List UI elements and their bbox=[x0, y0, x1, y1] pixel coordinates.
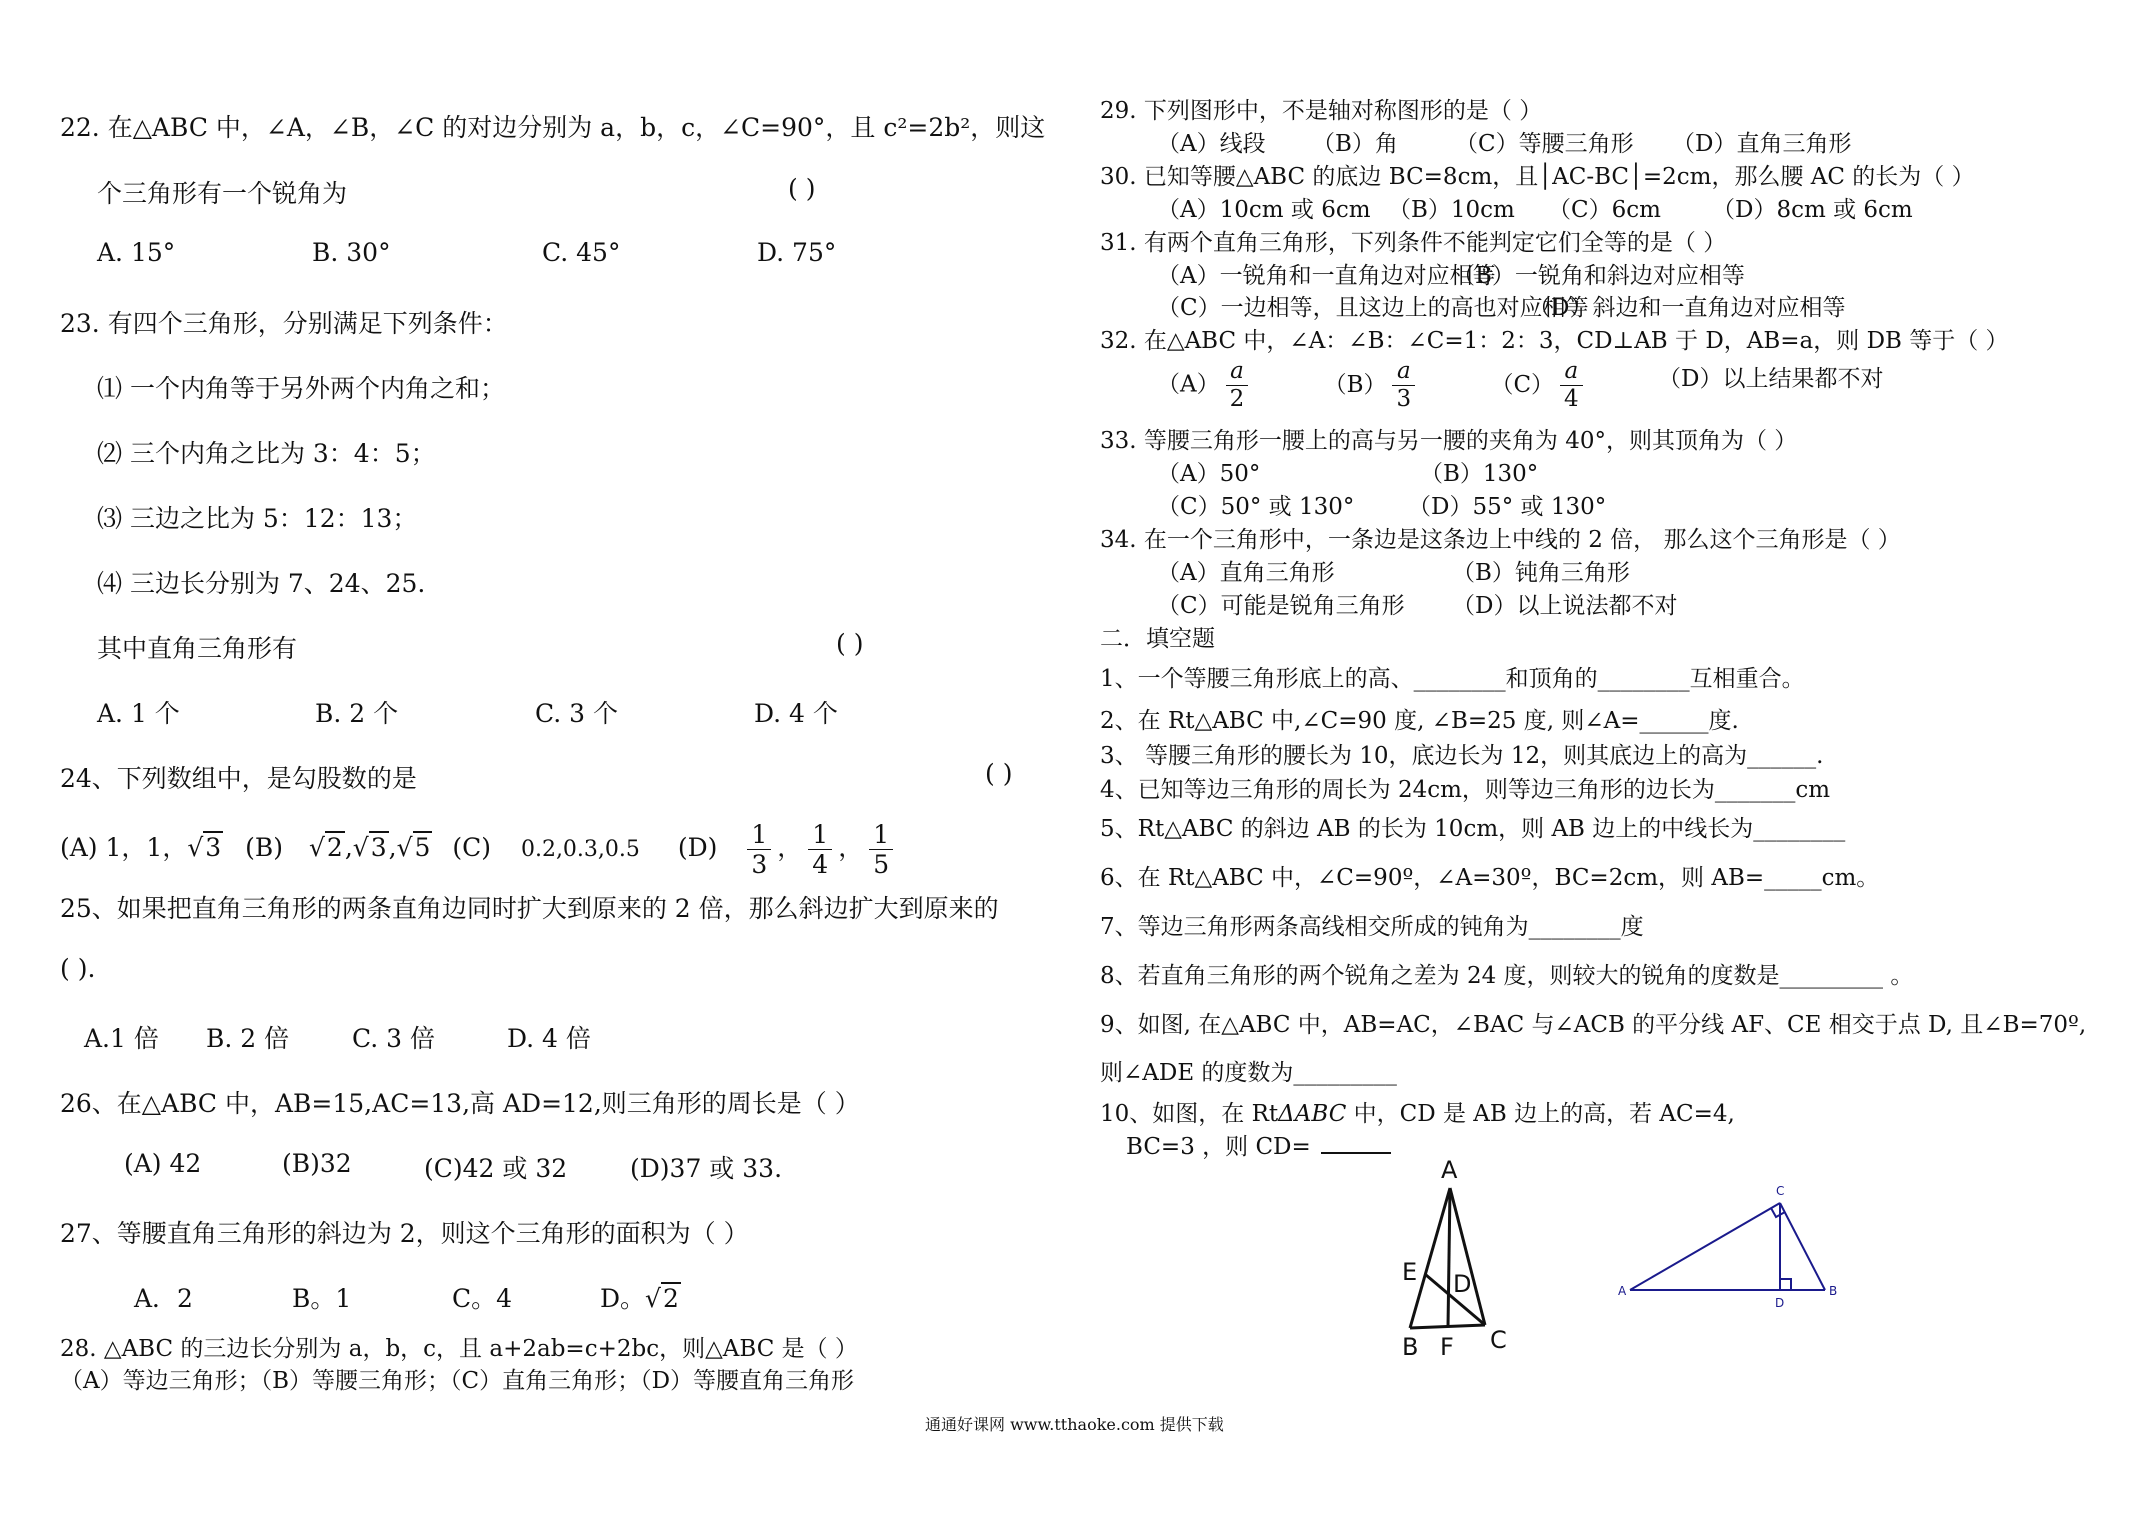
q24-option-c-label: (C) bbox=[452, 833, 491, 862]
q27-option-d: D。√2 bbox=[600, 1284, 679, 1313]
figure-isosceles-triangle bbox=[1380, 1150, 1520, 1360]
q29-option-d: （D）直角三角形 bbox=[1672, 131, 1852, 157]
fill-6: 6、在 Rt△ABC 中，∠C=90º，∠A=30º，BC=2cm，则 AB=_____cm。 bbox=[1100, 865, 1880, 891]
q23-option-a: A. 1 个 bbox=[97, 699, 180, 728]
q26-option-b: (B)32 bbox=[282, 1149, 352, 1178]
q34-option-a: （A）直角三角形 bbox=[1157, 560, 1335, 586]
q22-stem-line1: 22. 在△ABC 中，∠A，∠B，∠C 的对边分别为 a，b，c，∠C=90°，且 c²=2b²，则这 bbox=[60, 113, 1046, 142]
fig2-label-d: D bbox=[1775, 1296, 1785, 1310]
q32-frac-a-over-4: $\frac{a}{4}$ bbox=[1560, 360, 1583, 411]
q22-stem-line2: 个三角形有一个锐角为 bbox=[97, 179, 348, 208]
q25-option-c: C. 3 倍 bbox=[352, 1024, 435, 1053]
q28-stem: 28. △ABC 的三边长分别为 a，b，c，且 a+2ab=c+2bc，则△ABC 是（ ） bbox=[60, 1336, 858, 1362]
fill-9-line1: 9、如图, 在△ABC 中，AB=AC，∠BAC 与∠ACB 的平分线 AF、CE 相交于点 D, 且∠B=70º, bbox=[1100, 1012, 2087, 1038]
fig2-right-angle-mark-d bbox=[1780, 1279, 1791, 1290]
q26-option-c: (C)42 或 32 bbox=[424, 1154, 568, 1183]
q29-option-c: （C）等腰三角形 bbox=[1455, 131, 1634, 157]
q22-option-a: A. 15° bbox=[97, 238, 176, 267]
q24-title: 24、下列数组中，是勾股数的是 bbox=[60, 764, 417, 793]
q34-stem: 34. 在一个三角形中，一条边是这条边上中线的 2 倍， 那么这个三角形是（ ） bbox=[1100, 527, 1901, 553]
q33-stem: 33. 等腰三角形一腰上的高与另一腰的夹角为 40°，则其顶角为（ ） bbox=[1100, 428, 1798, 454]
fill-1: 1、一个等腰三角形底上的高、________和顶角的________互相重合。 bbox=[1100, 666, 1805, 692]
q31-option-d: （D）斜边和一直角边对应相等 bbox=[1528, 295, 1846, 321]
q24-options: (A) 1，1，√3 (B) √2,√3,√5 (C) 0.2,0.3,0.5 (D) $\frac{1}{3}$ ， $\frac{1}{4}$ ， $\frac{1}{5}$ bbox=[60, 822, 899, 877]
q24-b-sqrt2: √2 bbox=[308, 833, 343, 862]
q25-option-a: A.1 倍 bbox=[84, 1024, 159, 1053]
q27-option-b: B。1 bbox=[292, 1284, 352, 1313]
q27-stem: 27、等腰直角三角形的斜边为 2，则这个三角形的面积为（ ） bbox=[60, 1219, 749, 1248]
q34-option-b: （B）钝角三角形 bbox=[1452, 560, 1630, 586]
q30-option-c: （C）6cm bbox=[1548, 197, 1661, 223]
q25-stem-line1: 25、如果把直角三角形的两条直角边同时扩大到原来的 2 倍，那么斜边扩大到原来的 bbox=[60, 894, 999, 923]
section-fill-in-heading: 二．填空题 bbox=[1100, 626, 1215, 652]
q22-option-b: B. 30° bbox=[312, 238, 391, 267]
q24-option-b-label: (B) bbox=[245, 833, 284, 862]
fig1-label-b: B bbox=[1402, 1333, 1419, 1360]
q31-stem: 31. 有两个直角三角形，下列条件不能判定它们全等的是（ ） bbox=[1100, 230, 1727, 256]
q33-option-a: （A）50° bbox=[1157, 461, 1261, 487]
q23-item-3: ⑶ 三边之比为 5：12：13； bbox=[97, 504, 418, 533]
q30-stem: 30. 已知等腰△ABC 的底边 BC=8cm，且│AC-BC│=2cm，那么腰 AC 的长为（ ） bbox=[1100, 164, 1975, 190]
figure-right-triangle bbox=[1610, 1175, 1860, 1325]
q25-stem-line2: ( ). bbox=[60, 954, 96, 983]
q24-sqrt3: √3 bbox=[187, 833, 222, 862]
q32-stem: 32. 在△ABC 中，∠A：∠B：∠C=1：2：3，CD⊥AB 于 D，AB=a，则 DB 等于（ ） bbox=[1100, 328, 2009, 354]
q23-option-d: D. 4 个 bbox=[754, 699, 838, 728]
q33-option-c: （C）50° 或 130° bbox=[1157, 494, 1355, 520]
fig1-label-d: D bbox=[1453, 1270, 1472, 1298]
q33-option-d: （D）55° 或 130° bbox=[1408, 494, 1607, 520]
q24-option-c-values: 0.2,0.3,0.5 bbox=[520, 837, 640, 862]
q22-option-d: D. 75° bbox=[757, 238, 837, 267]
q24-d-frac-1: $\frac{1}{3}$ bbox=[747, 822, 771, 877]
q29-stem: 29. 下列图形中，不是轴对称图形的是（ ） bbox=[1100, 98, 1543, 124]
fill-8: 8、若直角三角形的两个锐角之差为 24 度，则较大的锐角的度数是_________ 。 bbox=[1100, 963, 1914, 989]
q32-option-a-label: （A） bbox=[1157, 371, 1220, 398]
q32-option-b-label: （B） bbox=[1323, 371, 1387, 398]
q32-option-c-label: （C） bbox=[1490, 371, 1555, 398]
fill-10-line1: 10、如图，在 RtΔABC 中，CD 是 AB 边上的高，若 AC=4, bbox=[1100, 1101, 1735, 1127]
q27-option-a: A．2 bbox=[134, 1284, 193, 1313]
q23-item-4: ⑷ 三边长分别为 7、24、25. bbox=[97, 569, 426, 598]
fill-4: 4、已知等边三角形的周长为 24cm，则等边三角形的边长为_______cm bbox=[1100, 777, 1831, 803]
page-footer: 通通好课网 www.tthaoke.com 提供下载 bbox=[925, 1415, 1224, 1434]
q24-answer-paren: ( ) bbox=[985, 759, 1013, 788]
q24-d-frac-2: $\frac{1}{4}$ bbox=[808, 822, 832, 877]
q24-option-a-label: (A) 1，1， bbox=[60, 833, 188, 862]
q23-item-2: ⑵ 三个内角之比为 3：4：5； bbox=[97, 439, 436, 468]
fig1-label-a: A bbox=[1441, 1156, 1458, 1184]
q32-option-d: （D）以上结果都不对 bbox=[1658, 366, 1884, 392]
q25-option-d: D. 4 倍 bbox=[507, 1024, 591, 1053]
fig1-label-e: E bbox=[1402, 1258, 1418, 1286]
q27-option-c: C。4 bbox=[452, 1284, 513, 1313]
q32-frac-a-over-2: $\frac{a}{2}$ bbox=[1226, 360, 1249, 411]
q30-option-a: （A）10cm 或 6cm bbox=[1157, 197, 1371, 223]
fill-10-line2: BC=3 ，则 CD= bbox=[1126, 1128, 1391, 1161]
q34-option-d: （D）以上说法都不对 bbox=[1452, 593, 1678, 619]
q31-option-a: （A）一锐角和一直角边对应相等 bbox=[1157, 263, 1496, 289]
q26-option-d: (D)37 或 33. bbox=[630, 1154, 783, 1183]
fig1-label-f: F bbox=[1440, 1333, 1454, 1360]
q31-option-b: （B）一锐角和斜边对应相等 bbox=[1452, 263, 1745, 289]
q23-question: 其中直角三角形有 bbox=[97, 634, 298, 663]
fig1-side-ac bbox=[1450, 1188, 1485, 1325]
q30-option-b: （B）10cm bbox=[1388, 197, 1515, 223]
fill-9-line2: 则∠ADE 的度数为_________ bbox=[1100, 1060, 1397, 1086]
q23-answer-paren: ( ) bbox=[836, 629, 864, 658]
q33-option-b: （B）130° bbox=[1420, 461, 1539, 487]
q32-options bbox=[1157, 360, 1883, 411]
fig2-label-b: B bbox=[1829, 1284, 1838, 1298]
fig1-bisector-af bbox=[1448, 1188, 1450, 1327]
q22-option-c: C. 45° bbox=[542, 238, 621, 267]
fill-2: 2、在 Rt△ABC 中,∠C=90 度, ∠B=25 度, 则∠A=______度. bbox=[1100, 708, 1739, 734]
q24-option-d-label: (D) bbox=[677, 833, 718, 862]
q32-frac-a-over-3: $\frac{a}{3}$ bbox=[1392, 360, 1415, 411]
q23-option-c: C. 3 个 bbox=[535, 699, 618, 728]
fig2-label-a: A bbox=[1618, 1284, 1627, 1298]
q22-answer-paren: ( ) bbox=[788, 174, 816, 203]
q31-option-c: （C）一边相等，且这边上的高也对应相等 bbox=[1157, 295, 1589, 321]
fill-3: 3、 等腰三角形的腰长为 10，底边长为 12，则其底边上的高为______. bbox=[1100, 743, 1824, 769]
q30-option-d: （D）8cm 或 6cm bbox=[1712, 197, 1913, 223]
q23-option-b: B. 2 个 bbox=[315, 699, 399, 728]
q26-option-a: (A) 42 bbox=[124, 1149, 202, 1178]
q28-options: （A）等边三角形；（B）等腰三角形；（C）直角三角形；（D）等腰直角三角形 bbox=[60, 1368, 855, 1394]
q27-sqrt2: √2 bbox=[645, 1284, 679, 1313]
q23-item-1: ⑴ 一个内角等于另外两个内角之和； bbox=[97, 374, 505, 403]
fill-7: 7、等边三角形两条高线相交所成的钝角为________度 bbox=[1100, 914, 1644, 940]
q29-option-b: （B）角 bbox=[1312, 131, 1398, 157]
fig2-side-ac bbox=[1630, 1203, 1780, 1290]
q24-b-sqrt5: √5 bbox=[396, 833, 431, 862]
q24-d-frac-3: $\frac{1}{5}$ bbox=[869, 822, 893, 877]
fig1-label-c: C bbox=[1490, 1326, 1507, 1354]
q23-title: 23. 有四个三角形，分别满足下列条件： bbox=[60, 309, 508, 338]
fig2-label-c: C bbox=[1776, 1184, 1785, 1198]
q25-option-b: B. 2 倍 bbox=[206, 1024, 290, 1053]
q26-stem: 26、在△ABC 中，AB=15,AC=13,高 AD=12,则三角形的周长是（ ） bbox=[60, 1089, 860, 1118]
q24-b-sqrt3: √3 bbox=[352, 833, 387, 862]
q34-option-c: （C）可能是锐角三角形 bbox=[1157, 593, 1405, 619]
fill-5: 5、Rt△ABC 的斜边 AB 的长为 10cm，则 AB 边上的中线长为________ bbox=[1100, 816, 1846, 842]
fig2-side-cb bbox=[1780, 1203, 1825, 1290]
q29-option-a: （A）线段 bbox=[1157, 131, 1266, 157]
